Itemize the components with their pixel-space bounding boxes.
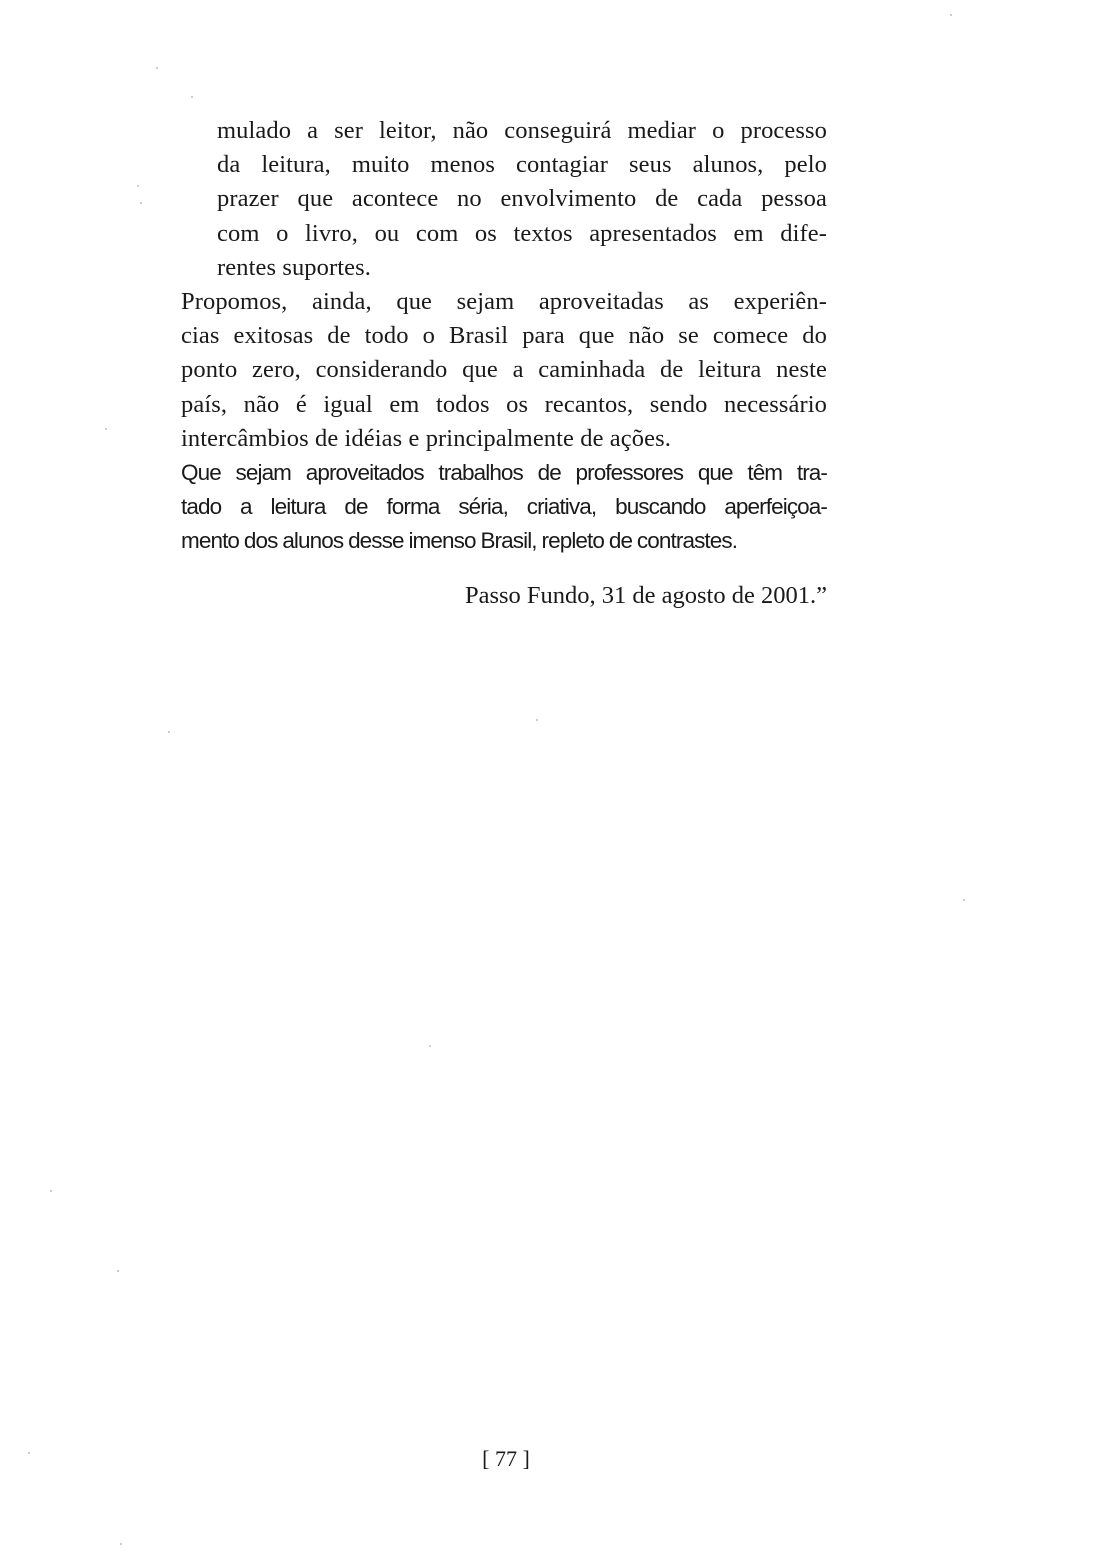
text-line: tado a leitura de forma séria, criativa, buscando aperfeiçoa- bbox=[181, 494, 827, 520]
scan-speck bbox=[536, 719, 538, 721]
scan-speck bbox=[50, 1190, 52, 1192]
scan-speck bbox=[963, 899, 965, 901]
text-line: prazer que acontece no envolvimento de cada pessoa bbox=[217, 185, 827, 213]
scan-speck bbox=[156, 67, 158, 69]
text-line: mento dos alunos desse imenso Brasil, repleto de contrastes. bbox=[181, 528, 738, 554]
text-line: da leitura, muito menos contagiar seus alunos, pelo bbox=[217, 151, 827, 179]
text-line: Que sejam aproveitados trabalhos de professores que têm tra- bbox=[181, 459, 827, 485]
quote-continuation bbox=[181, 114, 827, 285]
scan-speck bbox=[117, 1270, 119, 1272]
text-line: mulado a ser leitor, não conseguirá mediar o processo bbox=[217, 117, 827, 144]
text-line: rentes suportes. bbox=[217, 253, 372, 281]
scan-speck bbox=[950, 14, 952, 16]
paragraph-teachers bbox=[181, 456, 827, 559]
scan-speck bbox=[140, 202, 142, 204]
text-line: cias exitosas de todo o Brasil para que não se comece do bbox=[181, 322, 827, 350]
scan-speck bbox=[137, 185, 139, 187]
text-line: Propomos, ainda, que sejam aproveitadas as experiên- bbox=[181, 287, 827, 315]
text-line: intercâmbios de idéias e principalmente de ações. bbox=[181, 424, 671, 452]
text-line: com o livro, ou com os textos apresentados em dife- bbox=[217, 219, 827, 247]
scan-speck bbox=[105, 428, 107, 430]
text-line: ponto zero, considerando que a caminhada de leitura neste bbox=[181, 356, 827, 384]
body-text bbox=[181, 114, 827, 558]
scan-speck bbox=[429, 1045, 431, 1047]
paragraph-proposal bbox=[181, 285, 827, 456]
scan-speck bbox=[28, 1452, 30, 1454]
scan-speck bbox=[191, 96, 193, 98]
page-number: [ 77 ] bbox=[482, 1446, 530, 1471]
text-line: país, não é igual em todos os recantos, sendo necessário bbox=[181, 390, 827, 418]
scan-speck bbox=[120, 1543, 122, 1545]
scan-speck bbox=[168, 731, 170, 733]
signature-line: Passo Fundo, 31 de agosto de 2001.” bbox=[464, 582, 827, 609]
